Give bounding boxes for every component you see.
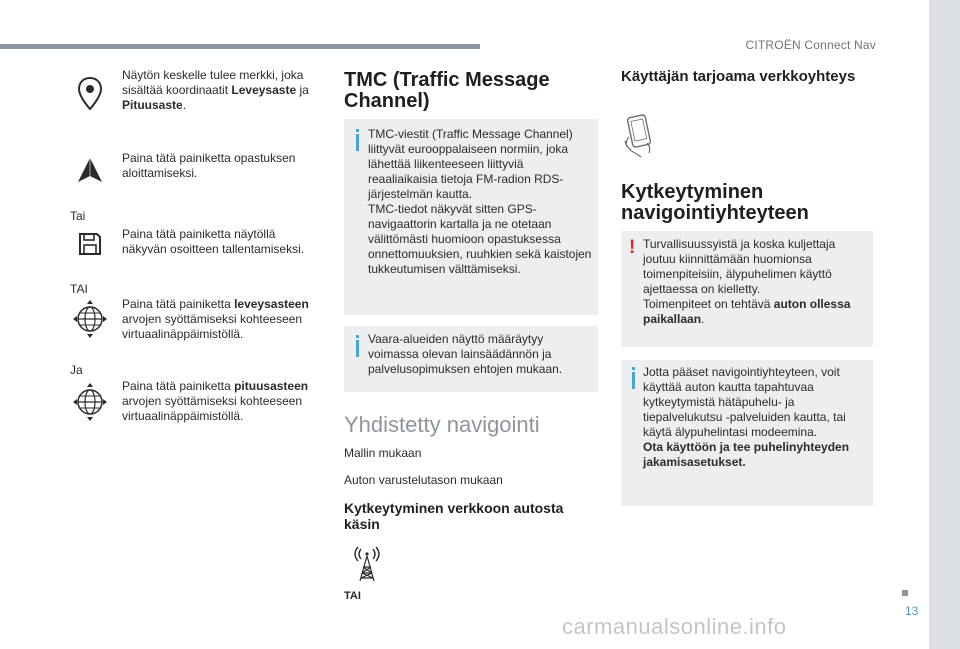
save-description: Paina tätä painiketta näytöllä näkyvän osoitteen tallentamiseksi.	[122, 227, 305, 256]
navigation-connection-title: Kytkeytyminen navigointiyhteyteen	[621, 181, 809, 224]
tmc-title: TMC (Traffic Message Channel)	[344, 69, 550, 112]
info-icon	[354, 129, 362, 151]
brand-header: CITROËN Connect Nav	[745, 38, 876, 52]
connected-navigation-title: Yhdistetty navigointi	[344, 412, 540, 437]
warning-icon: !	[629, 237, 636, 258]
safety-warning-text: Turvallisuussyistä ja koska kuljettaja joutuu kiinnittämään huomionsa toimenpiteisiin, älypuhelimen käyttö ajettaessa on kielletty. Toimenpiteet on tehtävä auton ollessa paikallaan.	[643, 237, 851, 326]
user-network-title: Käyttäjän tarjoama verkkoyhteys	[621, 68, 856, 85]
end-marker	[902, 590, 908, 596]
connector-tai: Tai	[70, 209, 86, 223]
tmc-info-box	[344, 119, 598, 315]
watermark: carmanualsonline.info	[562, 614, 787, 639]
start-guidance-description: Paina tätä painiketta opastuksen aloittamiseksi.	[122, 151, 296, 180]
tmc-info-text: TMC-viestit (Traffic Message Channel) liittyvät eurooppalaiseen normiin, joka lähettää liikenteeseen liittyviä reaaliaikaisia tietoja FM-radion RDS-järjestelmän kautta. TMC-tiedot näkyvät sitten GPS-navigaattorin kartalla ja ne otetaan välittömästi huomioon opastuksessa onnettomuuksien, ruuhkien sekä kaistojen tukkeutumisen välttämiseksi.	[368, 127, 592, 276]
connector-ja: Ja	[70, 363, 83, 377]
longitude-description: Paina tätä painiketta pituusasteen arvojen syöttämiseksi kohteeseen virtuaalinäppäimistöllä.	[122, 379, 309, 423]
connection-info-text: Jotta pääset navigointiyhteyteen, voit käyttää auton kautta tapahtuvaa kytkeytymistä hätäpuhelu- ja tiepalvelukutsu -palveluiden kautta, tai käytä älypuhelintasi modeemina. Ota käyttöön ja tee puhelinyhteyden jakamisasetukset.	[643, 365, 850, 469]
globe-latitude-icon	[72, 298, 108, 340]
smartphone-hand-icon	[621, 113, 657, 159]
connector-tai-bold: TAI	[344, 590, 361, 602]
globe-longitude-icon	[72, 381, 108, 423]
danger-zones-box	[344, 326, 598, 392]
connector-tai-upper: TAI	[70, 282, 88, 296]
map-pin-icon	[76, 76, 104, 112]
info-icon	[354, 335, 362, 357]
safety-warning-box	[621, 231, 873, 347]
page-number: 13	[905, 604, 919, 618]
header-rule	[0, 44, 480, 49]
info-icon	[630, 367, 638, 389]
network-antenna-icon	[352, 545, 382, 583]
equipment-note: Auton varustelutason mukaan	[344, 473, 503, 487]
manual-connection-title: Kytkeytyminen verkkoon autosta käsin	[344, 500, 564, 532]
latitude-description: Paina tätä painiketta leveysasteen arvojen syöttämiseksi kohteeseen virtuaalinäppäimistöllä.	[122, 297, 309, 341]
navigation-arrow-icon	[76, 156, 104, 184]
pin-description: Näytön keskelle tulee merkki, joka sisältää koordinaatit Leveysaste ja Pituusaste.	[122, 68, 309, 112]
page-edge-band	[929, 0, 960, 649]
connection-info-box	[621, 360, 873, 506]
save-icon	[77, 231, 103, 257]
danger-zones-text: Vaara-alueiden näyttö määräytyy voimassa olevan lainsäädännön ja palvelusopimuksen ehtojen mukaan.	[368, 332, 563, 376]
model-note: Mallin mukaan	[344, 446, 422, 460]
